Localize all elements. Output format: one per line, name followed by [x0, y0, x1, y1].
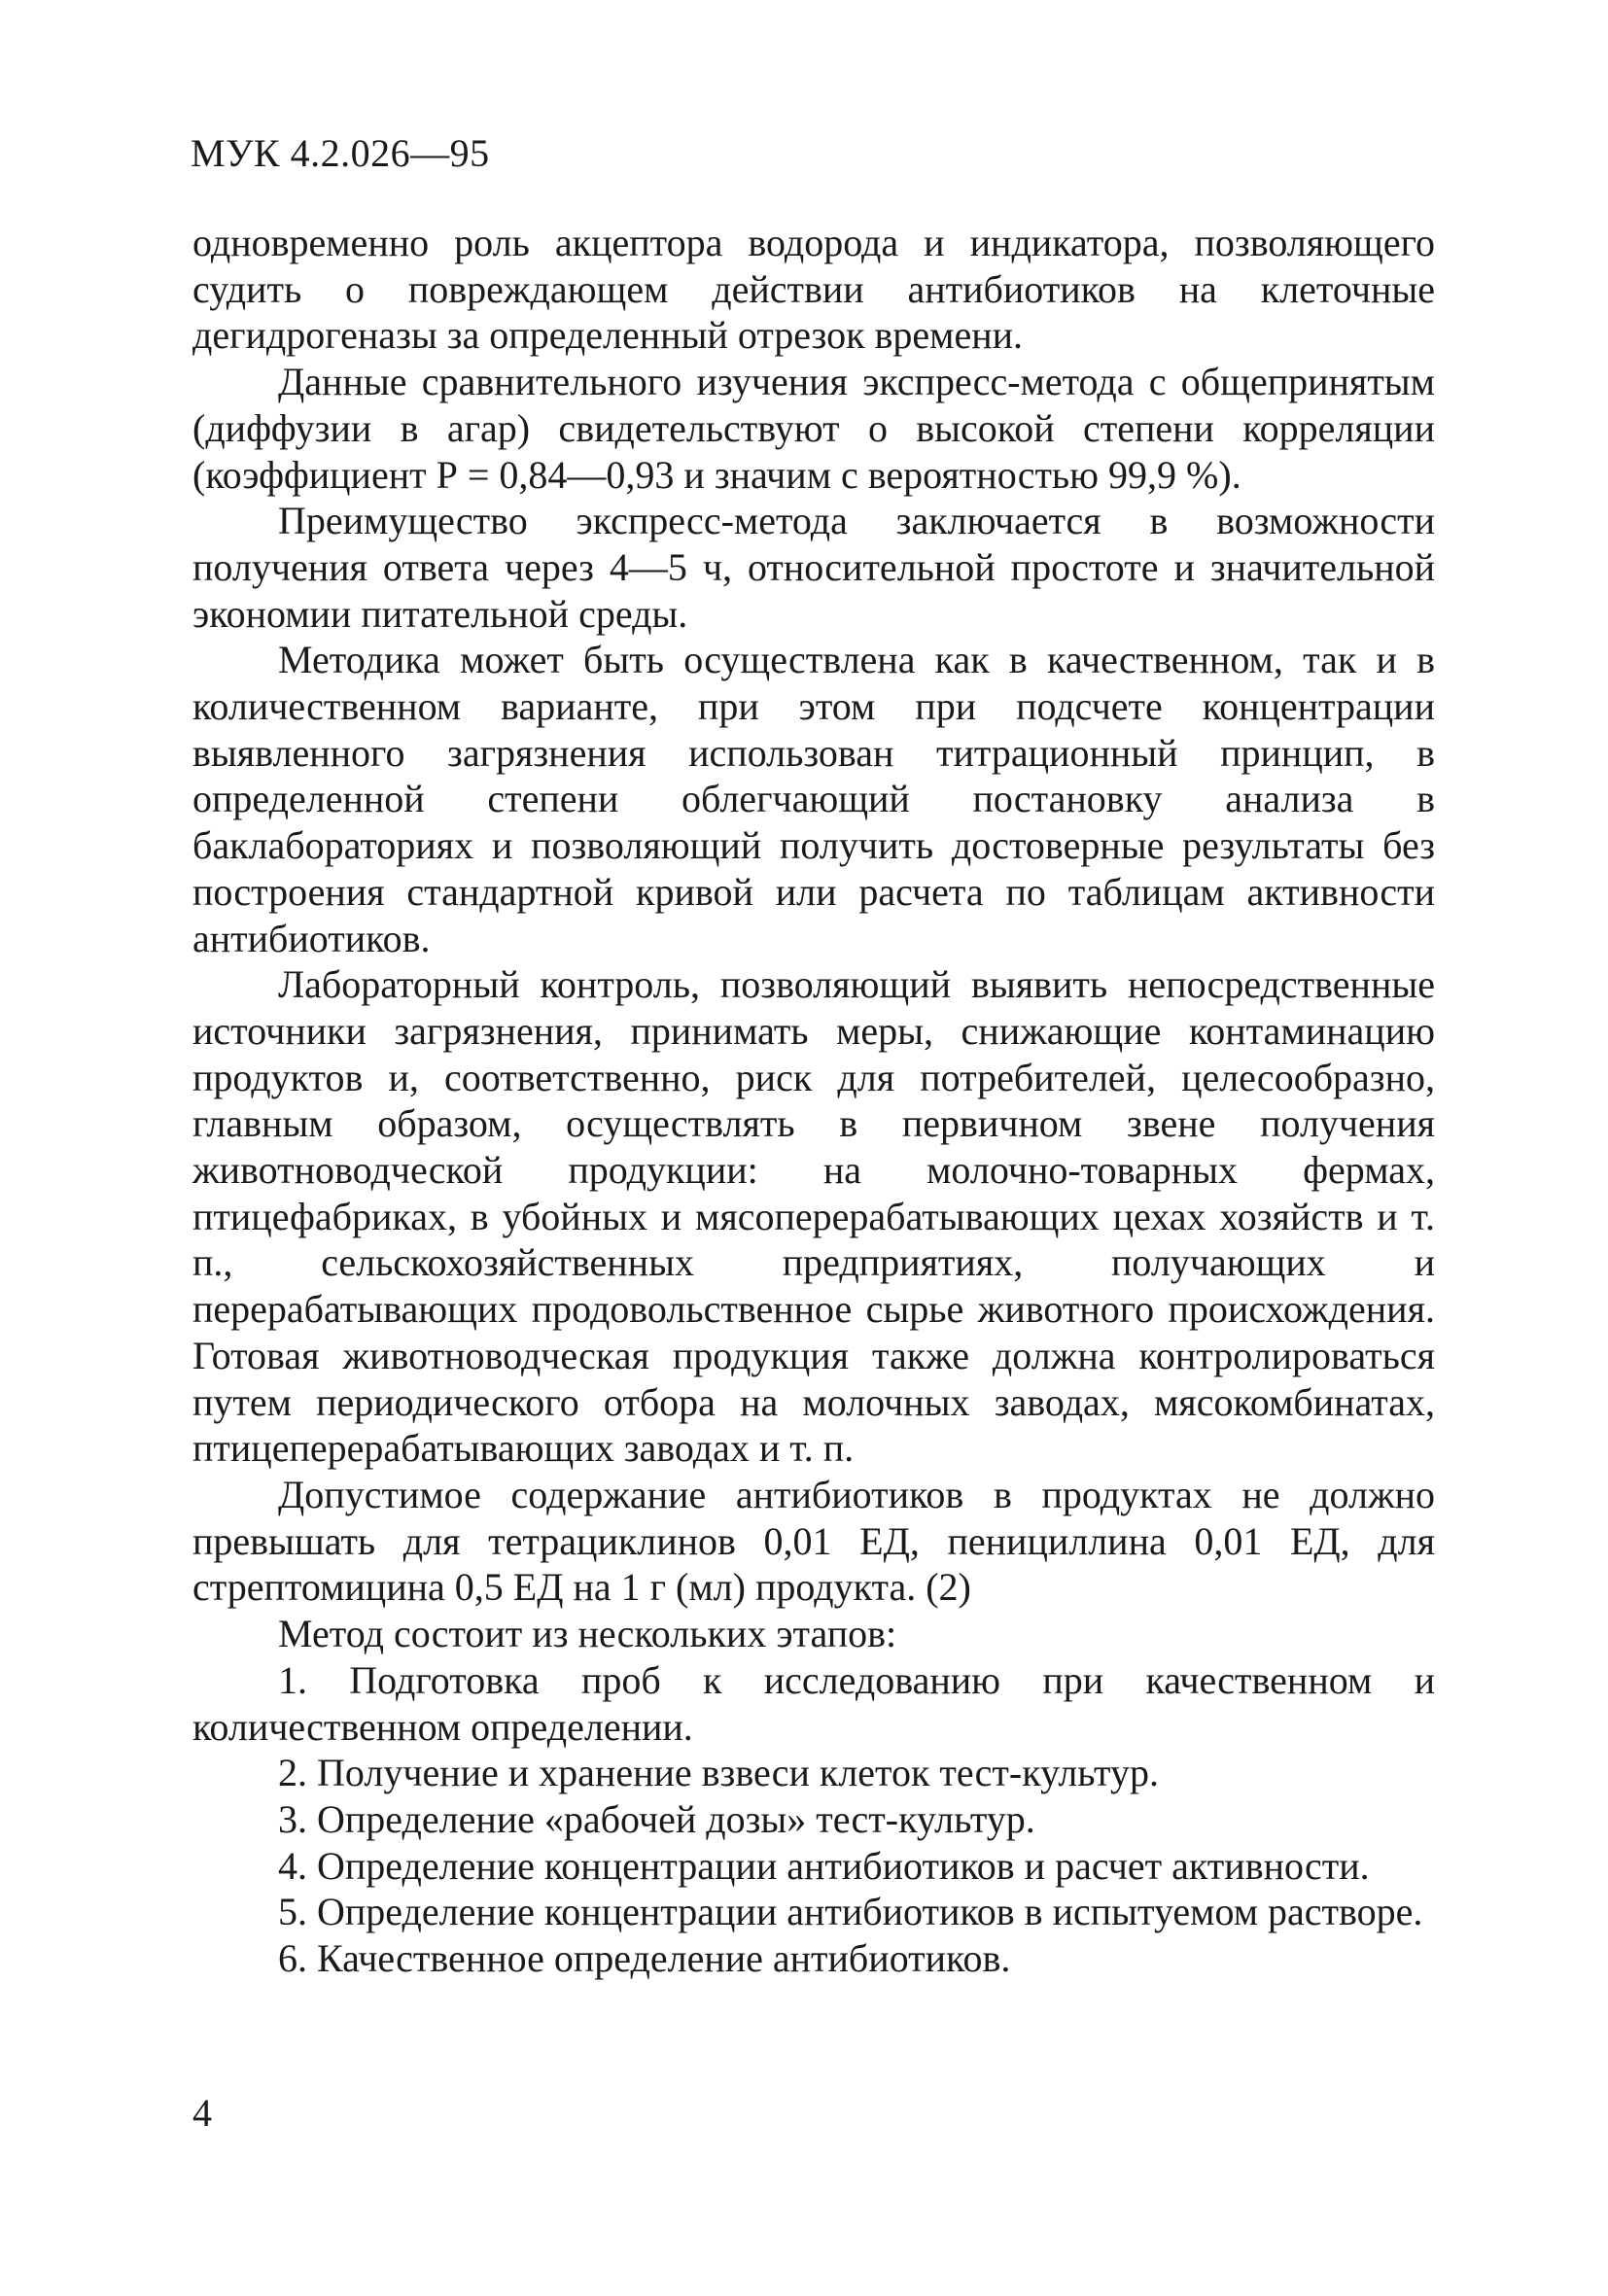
list-item-step-3: 3. Определение «рабочей дозы» тест-культур. — [278, 1796, 1035, 1841]
list-item-step-1: 1. Подготовка проб к исследованию при качественном и количественном определении. — [192, 1657, 1435, 1749]
page-number: 4 — [192, 2091, 212, 2135]
paragraph-comparison: Данные сравнительного изучения экспресс-метода с общепринятым (диффузии в агар) свидетельствуют о высокой степени корреляции (коэффициент Р = 0,84—0,93 и значим с вероятностью 99,9 %). — [192, 360, 1435, 497]
paragraph-method-stages-intro: Метод состоит из нескольких этапов: — [278, 1612, 897, 1656]
list-item-step-2: 2. Получение и хранение взвеси клеток тест-культур. — [278, 1751, 1159, 1795]
paragraph-lab-control: Лабораторный контроль, позволяющий выявить непосредственные источники загрязнения, принимать меры, снижающие контаминацию продуктов и, соответственно, риск для потребителей, целесообразно, главным образом, осуществлять в первичном звене получения животноводческой продукции: на молочно-товарных фермах, птицефабриках, в убойных и мясоперерабатывающих цехах хозяйств и т. п., сельскохозяйственных предприятиях, получающих и перерабатывающих продовольственное сырье животного происхождения. Готовая животноводческая продукция также должна контролироваться путем периодического отбора на молочных заводах, мясокомбинатах, птицеперерабатывающих заводах и т. п. — [192, 962, 1435, 1471]
document-code-header: МУК 4.2.026—95 — [191, 131, 490, 175]
paragraph-allowed-content: Допустимое содержание антибиотиков в продуктах не должно превышать для тетрациклинов 0,01 ЕД, пенициллина 0,01 ЕД, для стрептомицина 0,5 ЕД на 1 г (мл) продукта. (2) — [192, 1472, 1435, 1610]
list-item-step-6: 6. Качественное определение антибиотиков. — [278, 1936, 1011, 1981]
list-item-step-5: 5. Определение концентрации антибиотиков в испытуемом растворе. — [278, 1890, 1423, 1934]
paragraph-continuation: одновременно роль акцептора водорода и индикатора, позволяющего судить о повреждающем действии антибиотиков на клеточные дегидрогеназы за определенный отрезок времени. — [192, 221, 1435, 358]
paragraph-advantage: Преимущество экспресс-метода заключается в возможности получения ответа через 4—5 ч, относительной простоте и значительной экономии питательной среды. — [192, 499, 1435, 636]
paragraph-methodology: Методика может быть осуществлена как в качественном, так и в количественном варианте, при этом при подсчете концентрации выявленного загрязнения использован титрационный принцип, в определенной степени облегчающий постановку анализа в баклабораториях и позволяющий получить достоверные результаты без построения стандартной кривой или расчета по таблицам активности антибиотиков. — [192, 638, 1435, 960]
document-body — [192, 220, 1435, 1982]
list-item-step-4: 4. Определение концентрации антибиотиков и расчет активности. — [278, 1843, 1370, 1888]
